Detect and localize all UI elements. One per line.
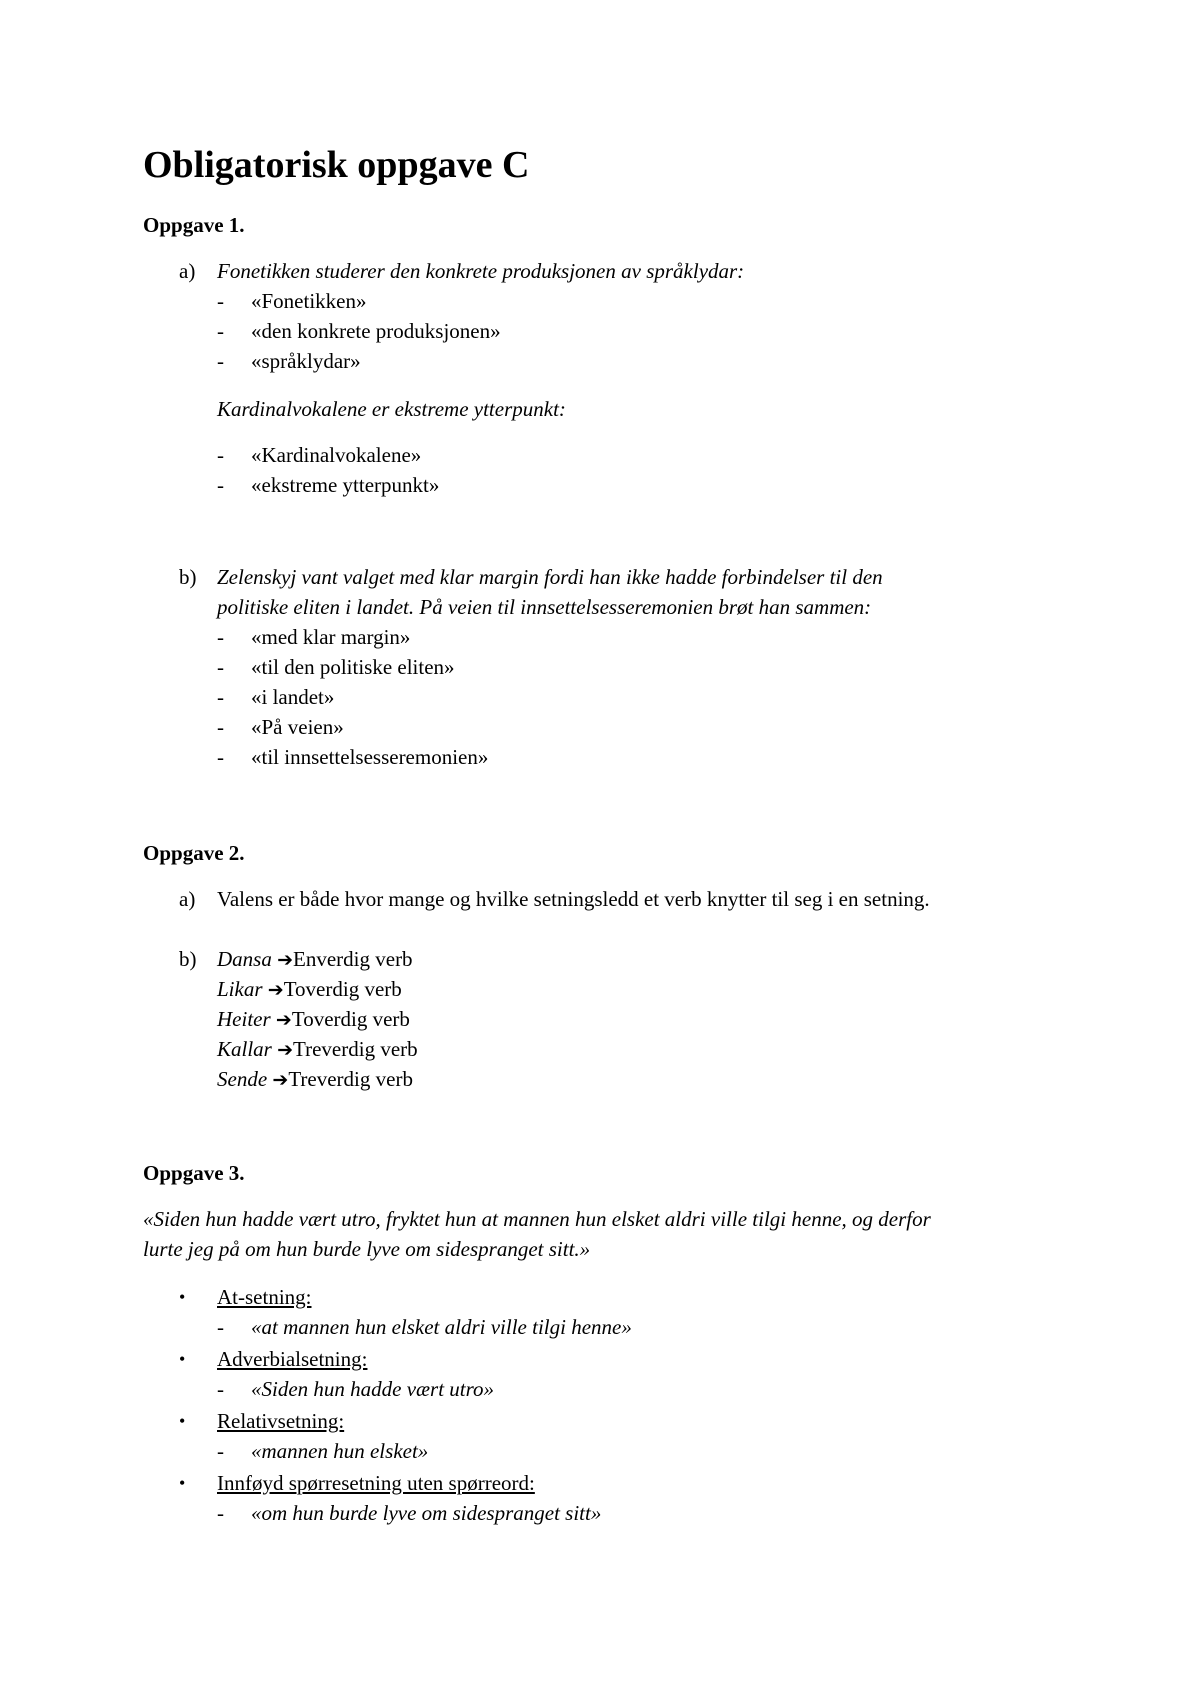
clause-type-label: Adverbialsetning: — [217, 1347, 368, 1371]
list-dash: - — [217, 1377, 224, 1401]
task2-heading: Oppgave 2. — [143, 841, 245, 865]
list-item: «språklydar» — [251, 349, 361, 373]
bullet-icon: • — [179, 1411, 186, 1431]
clause-type-label: Innføyd spørresetning uten spørreord: — [217, 1471, 535, 1495]
list-dash: - — [217, 349, 224, 373]
list-item: «til den politiske eliten» — [251, 655, 455, 679]
list-dash: - — [217, 1501, 224, 1525]
valency-row — [217, 944, 413, 975]
valency-type: Toverdig verb — [291, 1007, 410, 1031]
list-dash: - — [217, 685, 224, 709]
valency-row — [217, 1064, 413, 1095]
document-title: Obligatorisk oppgave C — [143, 144, 530, 186]
arrow-right-icon: ➔ — [277, 949, 294, 971]
list-dash: - — [217, 1315, 224, 1339]
valency-row — [217, 1004, 410, 1035]
list-dash: - — [217, 1439, 224, 1463]
list-item: «i landet» — [251, 685, 335, 709]
task3-quote-line2: lurte jeg på om hun burde lyve om sidespranget sitt.» — [143, 1237, 591, 1261]
verb: Likar — [217, 977, 263, 1001]
task1-a-sentence1: Fonetikken studerer den konkrete produksjonen av språklydar: — [217, 259, 745, 283]
valency-type: Treverdig verb — [288, 1067, 413, 1091]
list-dash: - — [217, 319, 224, 343]
valency-row — [217, 1034, 418, 1065]
list-dash: - — [217, 715, 224, 739]
list-dash: - — [217, 745, 224, 769]
task1-b-sentence-line2: politiske eliten i landet. På veien til innsettelsesseremonien brøt han sammen: — [217, 595, 872, 619]
task1-b-sentence-line1: Zelenskyj vant valget med klar margin fordi han ikke hadde forbindelser til den — [217, 565, 883, 589]
task1-heading: Oppgave 1. — [143, 213, 245, 237]
clause-type-label: Relativsetning: — [217, 1409, 345, 1433]
valency-type: Toverdig verb — [283, 977, 402, 1001]
valency-type: Treverdig verb — [293, 1037, 418, 1061]
list-dash: - — [217, 655, 224, 679]
list-item: «På veien» — [251, 715, 344, 739]
valency-type: Enverdig verb — [293, 947, 413, 971]
arrow-right-icon: ➔ — [267, 979, 284, 1001]
verb: Dansa — [217, 947, 272, 971]
verb: Heiter — [217, 1007, 271, 1031]
list-item: «med klar margin» — [251, 625, 411, 649]
list-item: «til innsettelsesseremonien» — [251, 745, 489, 769]
clause-type-label: At-setning: — [217, 1285, 312, 1309]
list-item: «Fonetikken» — [251, 289, 367, 313]
list-item: «Kardinalvokalene» — [251, 443, 422, 467]
task2-b-label: b) — [179, 947, 197, 971]
bullet-icon: • — [179, 1473, 186, 1493]
list-dash: - — [217, 289, 224, 313]
bullet-icon: • — [179, 1349, 186, 1369]
task2-a-label: a) — [179, 887, 196, 911]
verb: Kallar — [217, 1037, 272, 1061]
arrow-right-icon: ➔ — [272, 1069, 289, 1091]
arrow-right-icon: ➔ — [277, 1039, 294, 1061]
list-dash: - — [217, 625, 224, 649]
task3-heading: Oppgave 3. — [143, 1161, 245, 1185]
task1-b-label: b) — [179, 565, 197, 589]
clause-example: «at mannen hun elsket aldri ville tilgi henne» — [251, 1315, 632, 1339]
clause-example: «mannen hun elsket» — [251, 1439, 429, 1463]
valency-row — [217, 974, 402, 1005]
clause-example: «Siden hun hadde vært utro» — [251, 1377, 495, 1401]
list-item: «den konkrete produksjonen» — [251, 319, 501, 343]
list-dash: - — [217, 443, 224, 467]
task2-a-text: Valens er både hvor mange og hvilke setningsledd et verb knytter til seg i en setning. — [217, 887, 930, 911]
task1-a-label: a) — [179, 259, 196, 283]
task1-a-sentence2: Kardinalvokalene er ekstreme ytterpunkt: — [217, 397, 566, 421]
list-dash: - — [217, 473, 224, 497]
verb: Sende — [217, 1067, 268, 1091]
list-item: «ekstreme ytterpunkt» — [251, 473, 440, 497]
arrow-right-icon: ➔ — [275, 1009, 292, 1031]
bullet-icon: • — [179, 1287, 186, 1307]
clause-example: «om hun burde lyve om sidespranget sitt» — [251, 1501, 602, 1525]
task3-quote-line1: «Siden hun hadde vært utro, fryktet hun at mannen hun elsket aldri ville tilgi henne, og derfor — [143, 1207, 931, 1231]
